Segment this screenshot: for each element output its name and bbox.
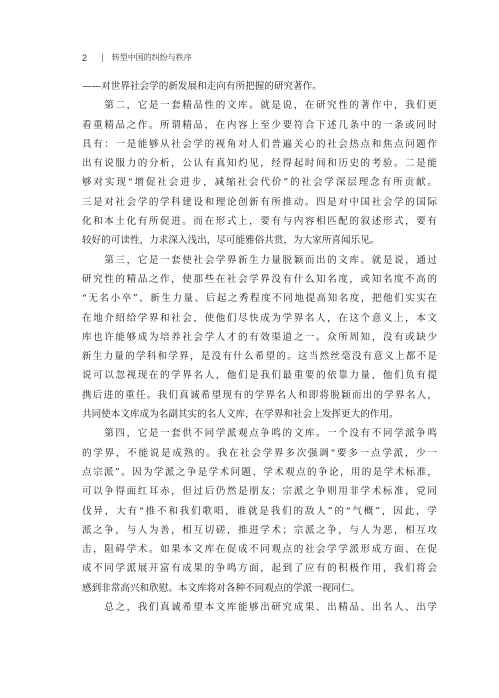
text-line: 第四，它是一套供不同学派观点争鸣的文库。一个没有不同学派争鸣 (82, 428, 437, 440)
text-line: 第二，它是一套精品性的文库。就是说，在研究性的著作中，我们更 (82, 100, 437, 112)
text-line: 较好的可读性，力求深入浅出，尽可能雅俗共赏，为大家所喜闻乐见。 (82, 235, 380, 247)
text-line: “无名小卒”、新生力量、后起之秀程度不同地提高知名度，把他们实实在 (82, 293, 437, 305)
text-line: 共同使本文库成为名副其实的名人文库，在学界和社会上发挥更大的作用。 (82, 409, 399, 421)
text-line: 成不同学派展开富有成果的争鸣方面，起到了应有的积极作用，我们将会 (82, 563, 437, 575)
text-line: ——对世界社会学的新发展和走向有所把握的研究著作。 (82, 81, 322, 92)
text-line: 派之争，与人为善，相互切磋，推进学术；宗派之争，与人为恶，相互攻 (82, 524, 437, 536)
text-line: 的学界，不能说是成熟的。我在社会学界多次强调“要多一点学派，少一 (82, 447, 437, 459)
text-line: 出有说服力的分析，公认有真知灼见，经得起时间和历史的考验。二是能 (82, 158, 437, 170)
page-number: 2 (82, 52, 88, 63)
header-separator: | (101, 53, 104, 62)
text-line: 击，阻碍学术。如果本文库在促成不同观点的社会学学派形成方面、在促 (82, 544, 437, 556)
text-line: 说可以忽视现在的学界名人，他们是我们最重要的依靠力量，他们负有提 (82, 370, 437, 382)
text-line: 在地介绍给学界和社会，使他们尽快成为学界名人，在这个意义上，本文 (82, 312, 437, 324)
running-header (82, 52, 192, 63)
text-line: 三是对社会学的学科建设和理论创新有所推动。四是对中国社会学的国际 (82, 196, 437, 208)
text-line: 携后进的重任。我们真诚希望现有的学界名人和即将脱颖而出的学界名人， (82, 389, 437, 401)
body-text (82, 77, 437, 617)
text-line: 具有：一是能够从社会学的视角对人们普遍关心的社会热点和焦点问题作 (82, 138, 437, 150)
text-line: 化和本土化有所促进。而在形式上，要有与内容相匹配的叙述形式，要有 (82, 216, 437, 228)
text-line: 可以争得面红耳赤，但过后仍然是朋友；宗派之争则用非学术标准，党同 (82, 486, 437, 498)
text-line: 研究性的精品之作，使那些在社会学界没有什么知名度，或知名度不高的 (82, 273, 437, 285)
text-line: 感到非常高兴和欣慰。本文库将对各种不同观点的学派一视同仁。 (82, 582, 361, 594)
text-line: 点宗派”。因为学派之争是学术问题、学术观点的争论，用的是学术标准， (82, 466, 437, 478)
book-title: 转型中国的纠纷与秩序 (111, 53, 192, 62)
text-line: 看重精品之作。所谓精品，在内容上至少要符合下述几条中的一条或同时 (82, 119, 437, 131)
text-line: 总之，我们真诚希望本文库能够出研究成果、出精品、出名人、出学 (82, 602, 437, 614)
text-line: 第三，它是一套使社会学界新生力量脱颖而出的文库。就是说，通过 (82, 254, 437, 266)
text-line: 库也许能够成为培养社会学人才的有效渠道之一。众所周知，没有或缺少 (82, 331, 437, 343)
text-line: 够对实现“增促社会进步，减缩社会代价”的社会学深层理念有所贡献。 (82, 177, 437, 189)
text-line: 新生力量的学科和学界，是没有什么希望的。这当然丝毫没有意义上都不是 (82, 351, 437, 363)
text-line: 伐异，大有“推不和我们歌唱，谁就是我们的敌人”的“气概”，因此，学 (82, 505, 437, 517)
